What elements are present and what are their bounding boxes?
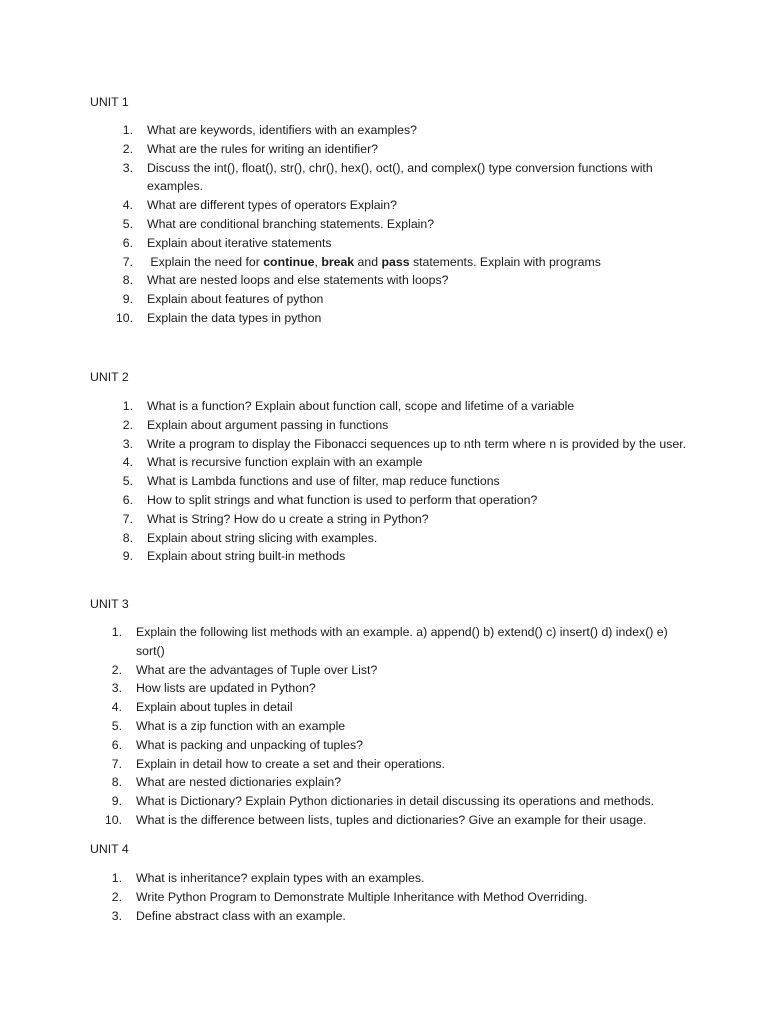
question-text: Write Python Program to Demonstrate Multiple Inheritance with Method Overriding. [136, 889, 588, 904]
keyword-continue: continue [263, 254, 315, 269]
list-item: 4. Explain about tuples in detail [111, 700, 293, 715]
question-text: How to split strings and what function is used to perform that operation? [147, 492, 538, 507]
question-text: Define abstract class with an example. [136, 908, 346, 923]
unit-4-question-list [111, 869, 696, 925]
list-item: 6. Explain about iterative statements [122, 235, 332, 250]
unit-4-heading: UNIT 4 [90, 842, 129, 856]
list-item: 3. How lists are updated in Python? [111, 681, 316, 696]
question-text: What are conditional branching statements. Explain? [147, 216, 435, 231]
list-item: 7. What is String? How do u create a string in Python? [122, 511, 429, 526]
question-text: What is recursive function explain with an example [147, 455, 423, 470]
question-text: Discuss the int(), float(), str(), chr(), hex(), oct(), and complex() type conversion functions with examples. [147, 160, 653, 194]
question-text: What are nested loops and else statements with loops? [147, 273, 449, 288]
list-item: 3. Discuss the int(), float(), str(), chr(), hex(), oct(), and complex() type conversion functions with examples. [122, 160, 653, 194]
list-item: 5. What is Lambda functions and use of filter, map reduce functions [122, 474, 500, 489]
question-text: Explain about argument passing in functions [147, 417, 389, 432]
question-text: Explain about iterative statements [147, 235, 332, 250]
unit-3-question-list [104, 623, 696, 830]
unit-2-question-list [122, 397, 707, 566]
list-item: 5. What is a zip function with an example [111, 718, 346, 733]
list-item: 2. Write Python Program to Demonstrate Multiple Inheritance with Method Overriding. [111, 889, 588, 904]
question-text: What are nested dictionaries explain? [136, 775, 342, 790]
question-text: What is Dictionary? Explain Python dictionaries in detail discussing its operations and methods. [136, 794, 655, 809]
unit-1-heading: UNIT 1 [90, 95, 129, 109]
keyword-break: break [321, 254, 355, 269]
unit-2-heading: UNIT 2 [90, 370, 129, 384]
question-text: What is packing and unpacking of tuples? [136, 737, 363, 752]
list-item: 1. Explain the following list methods with an example. a) append() b) extend() c) insert() d) index() e) sort() [111, 625, 668, 658]
question-text: Explain about string slicing with examples. [147, 530, 378, 545]
list-item: 9. Explain about string built-in methods [122, 549, 346, 564]
list-item: 8. Explain about string slicing with examples. [122, 530, 378, 545]
unit-1-question-list [115, 121, 707, 328]
list-item: 8. What are nested loops and else statements with loops? [122, 273, 449, 288]
question-text: How lists are updated in Python? [136, 681, 316, 696]
list-item: 9. Explain about features of python [122, 292, 324, 307]
question-text: What is a function? Explain about function call, scope and lifetime of a variable [147, 399, 575, 413]
list-item: 5. What are conditional branching statements. Explain? [122, 216, 435, 231]
question-text: Write a program to display the Fibonacci sequences up to nth term where n is provided by the user. [147, 436, 687, 451]
list-item: 2. What are the rules for writing an identifier? [122, 141, 379, 156]
list-item: 6. What is packing and unpacking of tuples? [111, 737, 363, 752]
list-item: 8. What are nested dictionaries explain? [111, 775, 342, 790]
list-item: 1. What is inheritance? explain types with an examples. [111, 871, 425, 885]
question-text: What is the difference between lists, tuples and dictionaries? Give an example for their usage. [136, 812, 647, 827]
list-item: 9. What is Dictionary? Explain Python dictionaries in detail discussing its operations and methods. [111, 794, 655, 809]
list-item: 4. What are different types of operators Explain? [122, 198, 397, 213]
list-item: 3. Define abstract class with an example. [111, 908, 346, 923]
list-item: 2. Explain about argument passing in functions [122, 417, 389, 432]
list-item: 10. What is the difference between lists, tuples and dictionaries? Give an example for their usage. [104, 812, 647, 827]
question-text: What are keywords, identifiers with an examples? [147, 123, 417, 137]
question-text: What are the rules for writing an identifier? [147, 141, 379, 156]
list-item: 7. Explain the need for continue, break and pass statements. Explain with programs [122, 254, 601, 269]
question-text: Explain the need for continue, break and pass statements. Explain with programs [147, 254, 601, 269]
unit-3-heading: UNIT 3 [90, 597, 129, 611]
question-text: Explain about features of python [147, 292, 324, 307]
keyword-pass: pass [381, 254, 410, 269]
question-text: Explain about string built-in methods [147, 549, 346, 564]
question-text: Explain about tuples in detail [136, 700, 293, 715]
list-item: 2. What are the advantages of Tuple over List? [111, 662, 378, 677]
list-item: 6. How to split strings and what function is used to perform that operation? [122, 492, 538, 507]
list-item: 1. What are keywords, identifiers with an examples? [122, 123, 417, 137]
list-item: 1. What is a function? Explain about function call, scope and lifetime of a variable [122, 399, 575, 413]
question-text: Explain the following list methods with an example. a) append() b) extend() c) insert() d) index() e) sort() [136, 625, 668, 658]
question-text: What are the advantages of Tuple over List? [136, 662, 378, 677]
question-text: Explain the data types in python [147, 310, 322, 325]
question-text: What is a zip function with an example [136, 718, 346, 733]
question-text: What is Lambda functions and use of filter, map reduce functions [147, 474, 500, 489]
list-item: 3. Write a program to display the Fibonacci sequences up to nth term where n is provided by the user. [122, 436, 687, 451]
list-item: 4. What is recursive function explain with an example [122, 455, 423, 470]
list-item: 10. Explain the data types in python [115, 310, 322, 325]
list-item: 7. Explain in detail how to create a set and their operations. [111, 756, 445, 771]
question-text: What is inheritance? explain types with an examples. [136, 871, 425, 885]
question-text: What are different types of operators Explain? [147, 198, 397, 213]
question-text: Explain in detail how to create a set and their operations. [136, 756, 445, 771]
question-text: What is String? How do u create a string in Python? [147, 511, 429, 526]
